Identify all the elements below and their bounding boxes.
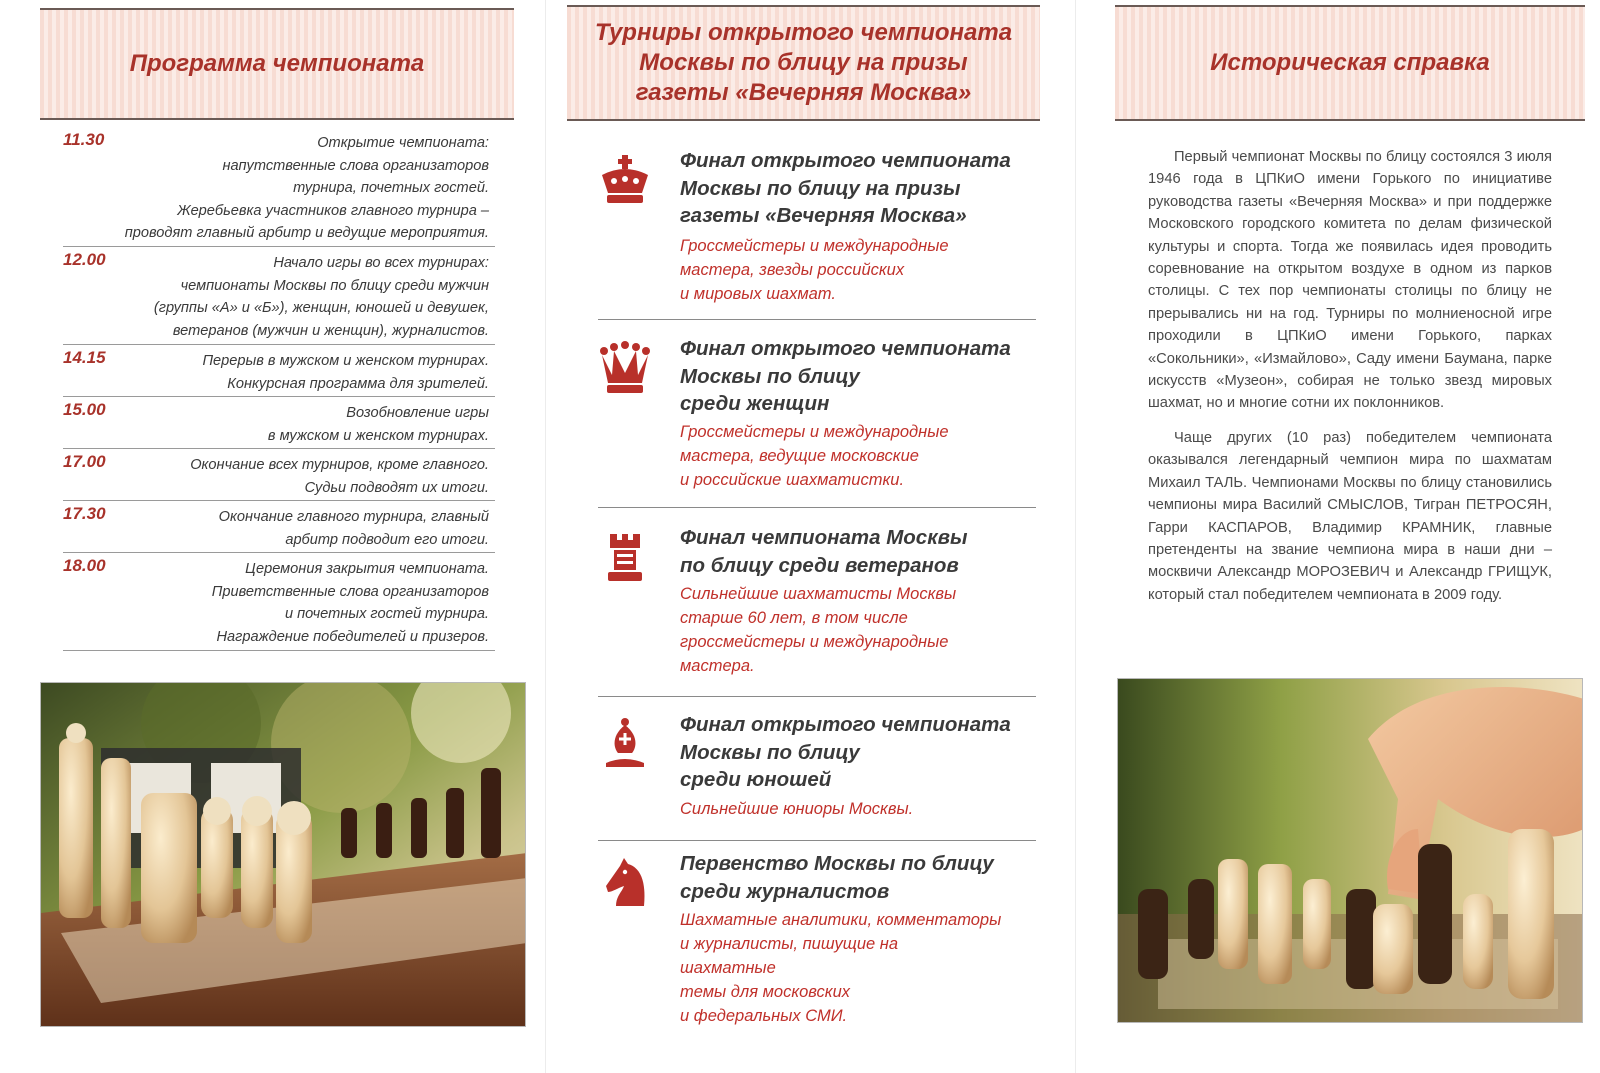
schedule-desc: Возобновление игры в мужском и женском турнирах. bbox=[267, 405, 489, 444]
fold-line-right bbox=[1075, 0, 1076, 1073]
tournament-title: Финал чемпионата Москвы по блицу среди ветеранов bbox=[680, 526, 968, 577]
schedule-time: 15.00 bbox=[63, 400, 106, 419]
hand-moving-piece-photo bbox=[1117, 678, 1583, 1023]
history-paragraph: Чаще других (10 раз) победителем чемпионата оказывался легендарный чемпион мира по шахматам Михаил ТАЛЬ. Чемпионами Москвы по блицу становились чемпионы мира Василий СМЫСЛОВ, Тигран ПЕТРОСЯН, Гарри КАСПАРОВ, Владимир КРАМНИК, главные претенденты на звание чемпиона мира в наши дни – москвичи Александр МОРОЗЕВИЧ и Александр ГРИЩУК, который стал победителем чемпионата в 2009 году. bbox=[1148, 429, 1552, 603]
king-icon bbox=[598, 153, 652, 207]
queen-icon bbox=[598, 341, 652, 395]
tournament-desc: Сильнейшие шахматисты Москвы старше 60 лет, в том числе гроссмейстеры и международные мастера. bbox=[680, 585, 957, 675]
tournament-item bbox=[598, 520, 1036, 697]
tournament-desc: Сильнейшие юниоры Москвы. bbox=[680, 800, 914, 818]
tournament-desc: Гроссмейстеры и международные мастера, ведущие московские и российские шахматистки. bbox=[680, 423, 949, 489]
history-title: Историческая справка bbox=[1210, 49, 1490, 76]
program-header-band bbox=[40, 8, 514, 120]
tournaments-header-band bbox=[567, 5, 1040, 121]
history-paragraph: Первый чемпионат Москвы по блицу состоялся 3 июля 1946 года в ЦПКиО имени Горького по инициативе руководства газеты «Вечерняя Москва» и при поддержке Московского городского комитета по делам физической культуры и спорта. Тогда же появилась идея проводить соревнование на открытом воздухе в одном из парков столицы. С тех пор чемпионаты столицы по блицу не прерывались ни на год. Турниры по молниеносной игре проходили в ЦПКиО имени Горького, парках «Сокольники», «Измайлово», Саду имени Баумана, парке искусств «Музеон», собирая не только звезд мировых шахмат, но и многие сотни их поклонников. bbox=[1148, 149, 1552, 412]
tournament-title: Первенство Москвы по блицу среди журналистов bbox=[680, 852, 994, 903]
tournament-title: Финал открытого чемпионата Москвы по блицу на призы газеты «Вечерняя Москва» bbox=[680, 149, 1011, 227]
schedule-row bbox=[63, 248, 495, 345]
schedule-row bbox=[63, 450, 495, 501]
schedule-desc: Окончание всех турниров, кроме главного. Судьи подводят их итоги. bbox=[190, 457, 489, 496]
knight-icon bbox=[598, 856, 652, 910]
program-title: Программа чемпионата bbox=[129, 50, 425, 77]
rook-icon bbox=[598, 530, 652, 584]
tournaments-title: Турниры открытого чемпионата Москвы по блицу на призы газеты «Вечерняя Москва» bbox=[594, 19, 1013, 106]
bishop-icon bbox=[598, 717, 652, 771]
tournament-title: Финал открытого чемпионата Москвы по блицу среди женщин bbox=[680, 337, 1011, 415]
schedule-desc: Окончание главного турнира, главный арбитр подводит его итоги. bbox=[218, 509, 489, 548]
schedule-desc: Открытие чемпионата: напутственные слова организаторов турнира, почетных гостей. Жеребьевка участников главного турнира – проводят главный арбитр и ведущие мероприятия. bbox=[124, 135, 489, 241]
schedule-row bbox=[63, 346, 495, 397]
schedule-desc: Перерыв в мужском и женском турнирах. Конкурсная программа для зрителей. bbox=[202, 353, 489, 392]
schedule-time: 14.15 bbox=[63, 348, 106, 367]
history-text bbox=[1148, 146, 1552, 606]
tournament-item bbox=[598, 331, 1036, 508]
schedule-time: 17.30 bbox=[63, 504, 106, 523]
tournament-item bbox=[598, 143, 1036, 320]
schedule-time: 12.00 bbox=[63, 250, 106, 269]
history-header-band bbox=[1115, 5, 1585, 121]
tournament-item bbox=[598, 707, 1036, 841]
schedule-row bbox=[63, 128, 495, 247]
tournament-item bbox=[598, 846, 1036, 1042]
schedule-row bbox=[63, 502, 495, 553]
schedule-time: 11.30 bbox=[63, 130, 105, 149]
tournament-title: Финал открытого чемпионата Москвы по блицу среди юношей bbox=[680, 713, 1011, 791]
chess-board-photo bbox=[40, 682, 526, 1027]
schedule-row bbox=[63, 398, 495, 449]
tournament-desc: Шахматные аналитики, комментаторы и журналисты, пишущие на шахматные темы для московских и федеральных СМИ. bbox=[680, 911, 1002, 1025]
fold-line-left bbox=[545, 0, 546, 1073]
schedule-time: 18.00 bbox=[63, 556, 106, 575]
schedule-desc: Начало игры во всех турнирах: чемпионаты Москвы по блицу среди мужчин (группы «А» и «Б»), женщин, юношей и девушек, ветеранов (мужчин и женщин), журналистов. bbox=[153, 255, 489, 339]
schedule-row bbox=[63, 554, 495, 651]
schedule-time: 17.00 bbox=[63, 452, 106, 471]
schedule-desc: Церемония закрытия чемпионата. Приветственные слова организаторов и почетных гостей турнира. Награждение победителей и призеров. bbox=[211, 561, 489, 645]
tournament-desc: Гроссмейстеры и международные мастера, звезды российских и мировых шахмат. bbox=[680, 237, 949, 303]
